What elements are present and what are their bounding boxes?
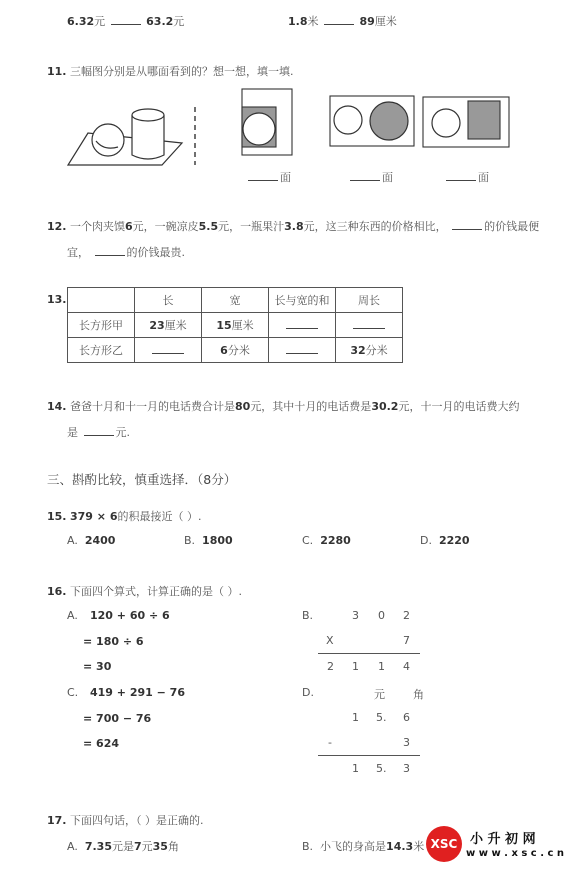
q11-view-3: [423, 97, 509, 147]
q15-option-b[interactable]: B. 1800: [184, 534, 233, 547]
logo-title: 小 升 初 网: [470, 832, 536, 847]
q12-blank-priciest[interactable]: [95, 246, 125, 256]
q16-b-operator: X: [326, 634, 334, 647]
q11-blank-2[interactable]: [350, 171, 380, 181]
xsc-logo-badge: XSC: [426, 826, 462, 862]
q11-answer-3: 面: [444, 169, 489, 185]
q10-right: 1.8米 89厘米: [288, 15, 397, 28]
q11-3d-scene: [68, 109, 182, 165]
q16-a-line2: = 180 ÷ 6: [83, 635, 144, 648]
q16-d-operator: -: [328, 736, 332, 749]
q16-option-b-label[interactable]: B.: [302, 609, 314, 622]
section-3-title: 三、斟酌比较，慎重选择．（8分）: [47, 472, 237, 487]
q15-option-d[interactable]: D. 2220: [420, 534, 470, 547]
q17-question: 17. 下面四句话，（ ）是正确的.: [47, 814, 204, 827]
q11-view-2: [330, 96, 414, 146]
q14-line2: 是 元.: [67, 426, 130, 439]
table-row: 长方形乙 6分米 32分米: [68, 338, 403, 363]
q16-c-line1: 419 + 291 − 76: [90, 686, 185, 699]
q10-left: 6.32元 63.2元: [67, 15, 185, 28]
q11-answer-2: 面: [348, 169, 393, 185]
q16-option-d-label[interactable]: D.: [302, 686, 314, 699]
q11-question: 11. 三幅图分别是从哪面看到的？想一想，填一填.: [47, 65, 294, 78]
q12-blank-cheapest[interactable]: [452, 220, 482, 230]
q15-question: 15. 379 × 6的积最接近（ ）.: [47, 510, 202, 523]
q13-table: [67, 287, 403, 363]
q16-c-line3: = 624: [83, 737, 120, 750]
q17-option-b[interactable]: B. 小飞的身高是14.3米: [302, 840, 425, 853]
q11-view-1: [242, 89, 292, 155]
q13-number: 13.: [47, 293, 67, 306]
q10-left-blank[interactable]: [111, 15, 141, 25]
q10-right-blank[interactable]: [324, 15, 354, 25]
q15-option-a[interactable]: A. 2400: [67, 534, 116, 547]
q11-blank-1[interactable]: [248, 171, 278, 181]
q12-line1: 12. 一个肉夹馍6元，一碗凉皮5.5元，一瓶果汁3.8元，这三种东西的价格相比， 的价钱最便: [47, 220, 540, 233]
q16-d-rule: [318, 755, 420, 756]
q14-blank[interactable]: [84, 426, 114, 436]
q17-option-a[interactable]: A. 7.35元是7元35角: [67, 840, 179, 853]
q16-a-line1: 120 + 60 ÷ 6: [90, 609, 170, 622]
q13-blank-r1-perimeter[interactable]: [353, 318, 385, 329]
q16-a-line3: = 30: [83, 660, 112, 673]
q11-answer-1: 面: [246, 169, 291, 185]
table-row: 长方形甲 23厘米 15厘米: [68, 313, 403, 338]
q16-question: 16. 下面四个算式，计算正确的是（ ）.: [47, 585, 242, 598]
q13-blank-r1-sum[interactable]: [286, 318, 318, 329]
q13-blank-r2-sum[interactable]: [286, 343, 318, 354]
table-header-row: 长 宽 长与宽的和 周长: [68, 288, 403, 313]
q16-b-rule: [318, 653, 420, 654]
q16-option-a-label[interactable]: A.: [67, 609, 78, 622]
q12-line2: 宜， 的价钱最贵.: [67, 246, 185, 259]
q16-option-c-label[interactable]: C.: [67, 686, 79, 699]
logo-url: w w w . x s c . c n: [466, 848, 565, 859]
q13-blank-r2-length[interactable]: [152, 343, 184, 354]
q11-blank-3[interactable]: [446, 171, 476, 181]
q16-c-line2: = 700 − 76: [83, 712, 152, 725]
q14-line1: 14. 爸爸十月和十一月的电话费合计是80元，其中十月的电话费是30.2元，十一月的电话费大约: [47, 400, 520, 413]
q15-option-c[interactable]: C. 2280: [302, 534, 351, 547]
q11-figures: [60, 85, 530, 167]
